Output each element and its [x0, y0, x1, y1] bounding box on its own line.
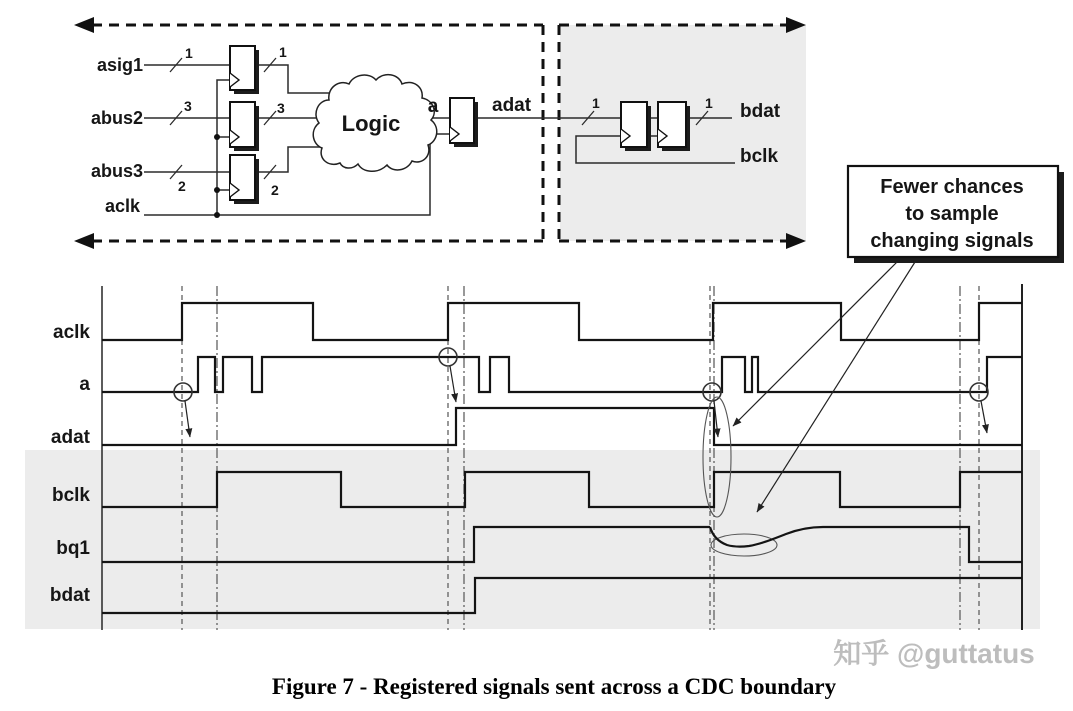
logic-cloud-label: Logic — [341, 111, 401, 136]
waveform-aclk — [102, 303, 1022, 340]
row-label-adat: adat — [50, 427, 90, 448]
row-label-bdat: bdat — [49, 585, 90, 606]
bus-width-label: 1 — [279, 44, 287, 60]
junction-dot — [214, 187, 220, 193]
net-label-bclk: bclk — [740, 146, 779, 167]
sample-arrow — [450, 366, 456, 402]
row-label-bq1: bq1 — [56, 538, 90, 559]
arrow-left-icon — [74, 17, 94, 33]
row-label-bclk: bclk — [51, 485, 90, 506]
bus-width-label: 2 — [178, 178, 186, 194]
domain-b-timing-band — [25, 450, 1040, 629]
net-label-bdat: bdat — [740, 101, 781, 122]
row-label-aclk: aclk — [53, 322, 90, 343]
signal-label-abus3: abus3 — [90, 161, 143, 181]
junction-dot — [214, 134, 220, 140]
bus-width-label: 2 — [271, 182, 279, 198]
bus-width-label: 1 — [592, 95, 600, 111]
waveform-a — [102, 357, 1022, 392]
junction-dot — [214, 212, 220, 218]
bus-width-label: 3 — [277, 100, 285, 116]
wire-aclk-rail — [217, 80, 230, 215]
waveform-adat — [102, 408, 1022, 445]
net-label-adat: adat — [492, 95, 532, 116]
signal-label-asig1: asig1 — [96, 55, 143, 75]
callout-line-1: Fewer chances — [880, 176, 1024, 198]
sample-arrow — [185, 401, 190, 437]
row-label-a: a — [79, 374, 90, 395]
callout-arrow — [733, 262, 897, 426]
callout-line-3: changing signals — [870, 230, 1034, 252]
signal-label-aclk: aclk — [104, 196, 140, 216]
bus-width-label: 1 — [185, 45, 193, 61]
watermark: 知乎 @guttatus — [833, 638, 1035, 669]
net-label-a: a — [427, 96, 439, 117]
signal-label-abus2: abus2 — [90, 108, 143, 128]
callout — [848, 166, 1064, 263]
bus-width-label: 1 — [705, 95, 713, 111]
figure-caption: Figure 7 - Registered signals sent across a CDC boundary — [271, 674, 837, 699]
bus-width-label: 3 — [184, 98, 192, 114]
arrow-left-icon — [74, 233, 94, 249]
callout-line-2: to sample — [905, 203, 999, 225]
sample-arrow — [981, 401, 987, 433]
